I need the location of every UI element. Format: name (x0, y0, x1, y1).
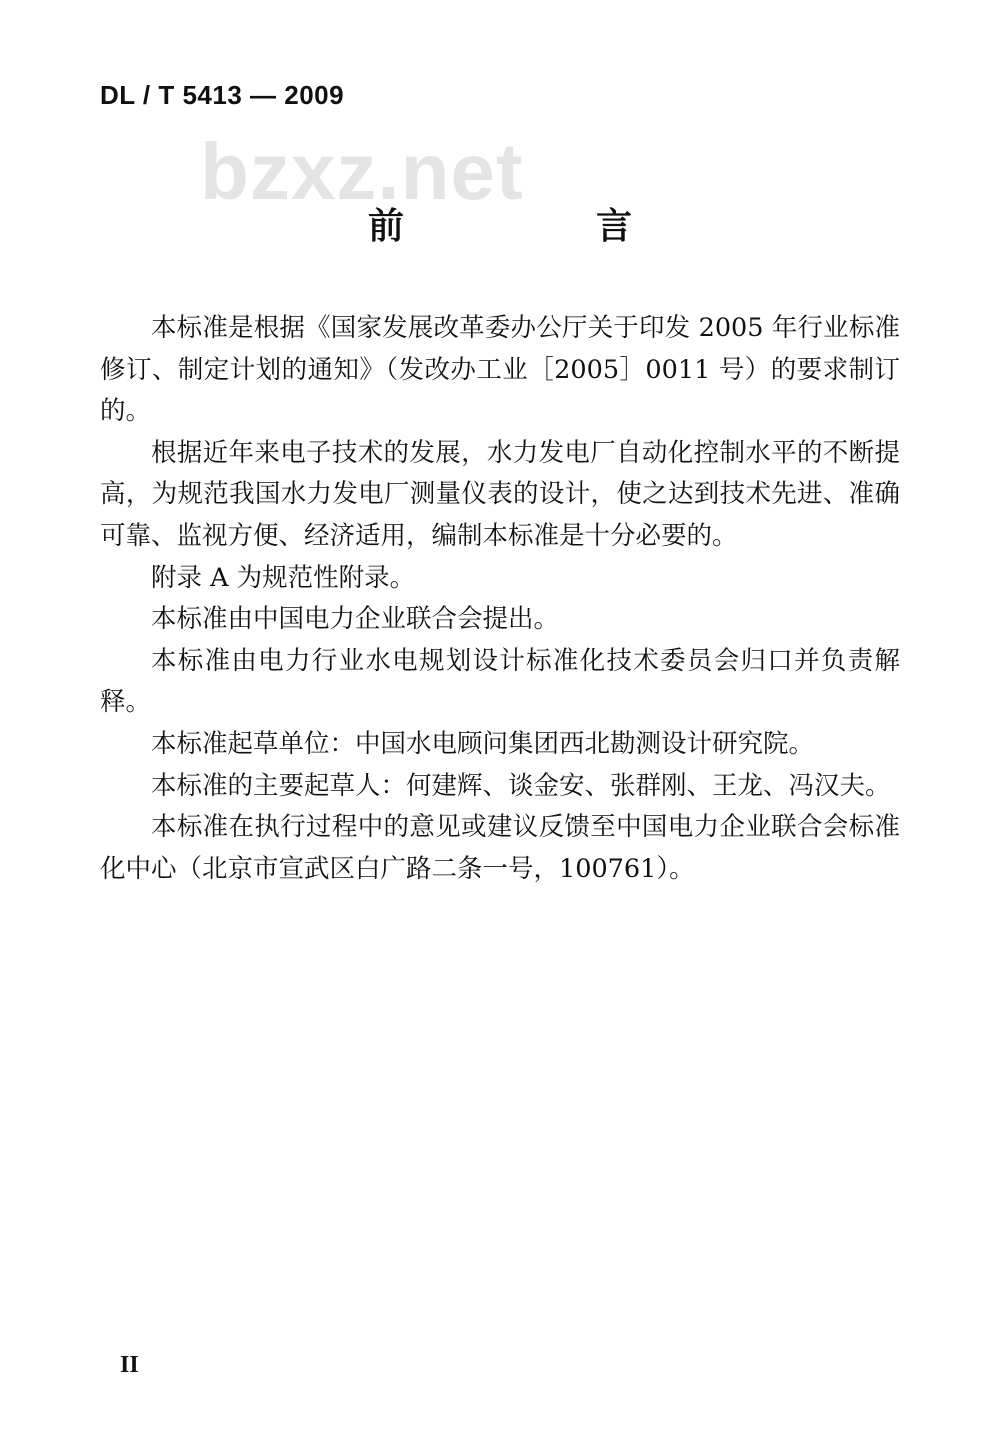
paragraph-drafting-unit: 本标准起草单位：中国水电顾问集团西北勘测设计研究院。 (151, 728, 815, 759)
paragraph-drafters: 本标准的主要起草人：何建辉、谈金安、张群刚、王龙、冯汉夫。 (151, 770, 891, 801)
page-number: II (120, 1352, 139, 1378)
paragraph-appendix: 附录 A 为规范性附录。 (151, 562, 416, 593)
paragraph-feedback: 本标准在执行过程中的意见或建议反馈至中国电力企业联合会标准化中心（北京市宣武区白广路二条一号，100761）。 (100, 812, 900, 884)
paragraph-basis: 本标准是根据《国家发展改革委办公厅关于印发 2005 年行业标准修订、制定计划的通知》（发改办工业［2005］0011 号）的要求制订的。 (100, 313, 900, 427)
standard-code: DL / T 5413 — 2009 (100, 80, 345, 110)
paragraph-proposer: 本标准由中国电力企业联合会提出。 (151, 604, 560, 635)
foreword-body (100, 308, 900, 890)
paragraph-purpose: 根据近年来电子技术的发展，水力发电厂自动化控制水平的不断提高，为规范我国水力发电厂测量仪表的设计，使之达到技术先进、准确可靠、监视方便、经济适用，编制本标准是十分必要的。 (100, 437, 900, 551)
page-title: 前 言 (367, 206, 710, 247)
watermark-text: bzxz.net (200, 127, 524, 216)
paragraph-administrator: 本标准由电力行业水电规划设计标准化技术委员会归口并负责解释。 (100, 645, 900, 718)
